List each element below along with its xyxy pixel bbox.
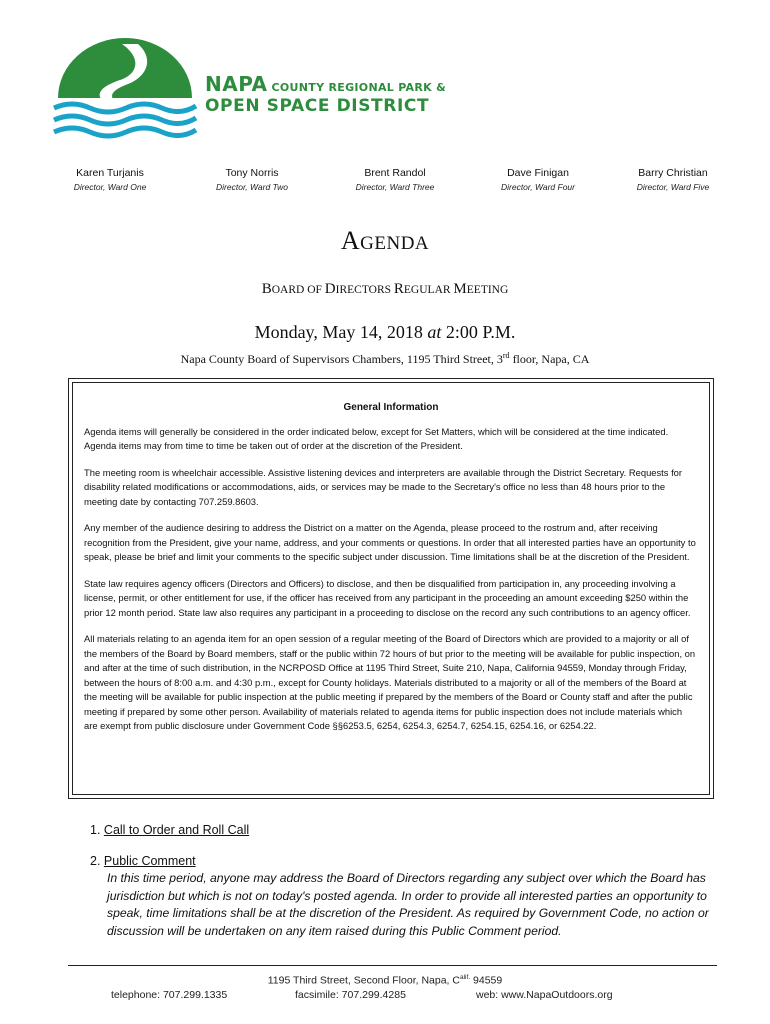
- director-3: [325, 167, 465, 192]
- agenda-item-2: [90, 854, 730, 940]
- director-4: [468, 167, 608, 192]
- location-text-end: floor, Napa, CA: [509, 352, 590, 366]
- director-role: Director, Ward One: [73, 182, 147, 192]
- org-name-county: COUNTY REGIONAL PARK &: [271, 81, 446, 94]
- cap: D: [324, 281, 336, 297]
- date-time: 2:00 P.M.: [441, 322, 516, 342]
- footer-web: web: www.NapaOutdoors.org: [476, 989, 613, 1001]
- district-logo: [50, 36, 200, 146]
- meeting-location: [0, 351, 770, 367]
- item-number: 1.: [90, 823, 101, 837]
- agenda-item-1: [90, 823, 730, 837]
- general-information-box: [68, 378, 714, 799]
- org-name-line1: [205, 72, 446, 96]
- director-name: Tony Norris: [225, 167, 279, 179]
- director-role: Director, Ward Four: [500, 182, 575, 192]
- meeting-date: [0, 322, 770, 343]
- org-name-napa: NAPA: [205, 72, 268, 96]
- smallcap: IRECTORS: [335, 284, 394, 296]
- agenda-rest: GENDA: [360, 233, 430, 254]
- org-name-line2: OPEN SPACE DISTRICT: [205, 96, 430, 116]
- directors-row: [40, 167, 730, 197]
- general-information-title: General Information: [343, 402, 439, 413]
- director-name: Barry Christian: [638, 167, 708, 179]
- director-role: Director, Ward Two: [216, 182, 288, 192]
- agenda-items: [90, 823, 730, 957]
- location-sup: rd: [502, 351, 510, 360]
- director-name: Brent Randol: [364, 167, 426, 179]
- info-paragraph: The meeting room is wheelchair accessible. Assistive listening devices and interpreters are available through the District Secretary. Requests for disability related modifications or accommodations, aids, or services may be made to the Secretary's office no less than 48 hours prior to the meeting date by contacting 707.259.8603.: [84, 466, 683, 507]
- info-paragraph: All materials relating to an agenda item for an open session of a regular meeting of the Board of Directors which are provided to a majority or all of the members of the Board by Board members, staff or the public within 72 hours of but prior to the meeting will be available for public inspection, on and after at the time of such distribution, in the NCRPOSD Office at 1195 Third Street, Suite 210, Napa, California 94559, Monday through Friday, between the hours of 8:00 a.m. and 4:30 p.m., except for County holidays. Materials distributed to a majority or all of the members of the Board at the meeting will be available for public inspection at the public meeting if prepared by the members of the Board or County staff and after the public meeting if prepared by some other person. Availability of materials related to agenda items for public inspection does not include materials which are exempt from public disclosure under Government Code §§6253.5, 6254, 6254.3, 6254.7, 6254.15, 6254.16, or 6254.22.: [84, 633, 696, 731]
- item-number: 2.: [90, 854, 101, 868]
- meeting-type-heading: [0, 281, 770, 298]
- address-text: 1195 Third Street, Second Floor, Napa, C: [267, 974, 460, 987]
- date-at: at: [427, 322, 442, 342]
- footer-facsimile: facsimile: 707.299.4285: [295, 989, 406, 1001]
- cap: R: [393, 281, 404, 297]
- director-role: Director, Ward Three: [355, 182, 435, 192]
- cap: B: [261, 281, 272, 297]
- director-name: Dave Finigan: [507, 167, 569, 179]
- agenda-initial: A: [340, 226, 361, 255]
- info-paragraph: Agenda items will generally be considered in the order indicated below, except for Set Matters, which will be considered at the time indicated. Agenda items may from time to time be taken out of order at the discretion of the President.: [84, 425, 669, 451]
- director-role: Director, Ward Five: [636, 182, 710, 192]
- smallcap: OARD OF: [271, 284, 325, 296]
- director-2: [182, 167, 322, 192]
- footer-telephone: telephone: 707.299.1335: [111, 989, 228, 1001]
- item-title: Public Comment: [103, 854, 196, 868]
- director-1: [40, 167, 180, 192]
- info-paragraph: State law requires agency officers (Directors and Officers) to disclose, and then be disqualified from participation in, any proceeding involving a license, permit, or other entitlement for use, if the officer has received from any participant in the proceeding an amount exceeding $250 within the prior 12 month period. State law also requires any participant in a proceeding to disclose on the record any such contributions to an agency officer.: [84, 577, 691, 618]
- smallcap: EETING: [466, 284, 509, 296]
- agenda-heading: [0, 226, 770, 256]
- item-title: Call to Order and Roll Call: [103, 823, 250, 837]
- smallcap: EGULAR: [403, 284, 454, 296]
- address-sup: alif.: [459, 974, 471, 981]
- director-name: Karen Turjanis: [76, 167, 144, 179]
- director-5: [603, 167, 743, 192]
- item-description: In this time period, anyone may address the Board of Directors regarding any subject over which the Board has jurisdiction but which is not on today's posted agenda. In order to provide all interested parties an opportunity to speak, time limitations shall be at the discretion of the President. As required by Government Code, no action or discussion will be undertaken on any item raised during this Public Comment period.: [107, 871, 709, 938]
- cap: M: [453, 281, 467, 297]
- location-text: Napa County Board of Supervisors Chambers, 1195 Third Street, 3: [180, 352, 503, 366]
- footer-address: [0, 974, 770, 987]
- address-zip: 94559: [470, 974, 503, 987]
- info-paragraph: Any member of the audience desiring to address the District on a matter on the Agenda, please proceed to the rostrum and, after receiving recognition from the President, give your name, address, and your comments or questions. In order that all interested parties have an opportunity to speak, please be brief and limit your comments to the specific subject under discussion. Time limitations shall be at the discretion of the President.: [84, 522, 696, 562]
- footer-divider: [68, 965, 717, 966]
- date-text: Monday, May 14, 2018: [254, 322, 428, 342]
